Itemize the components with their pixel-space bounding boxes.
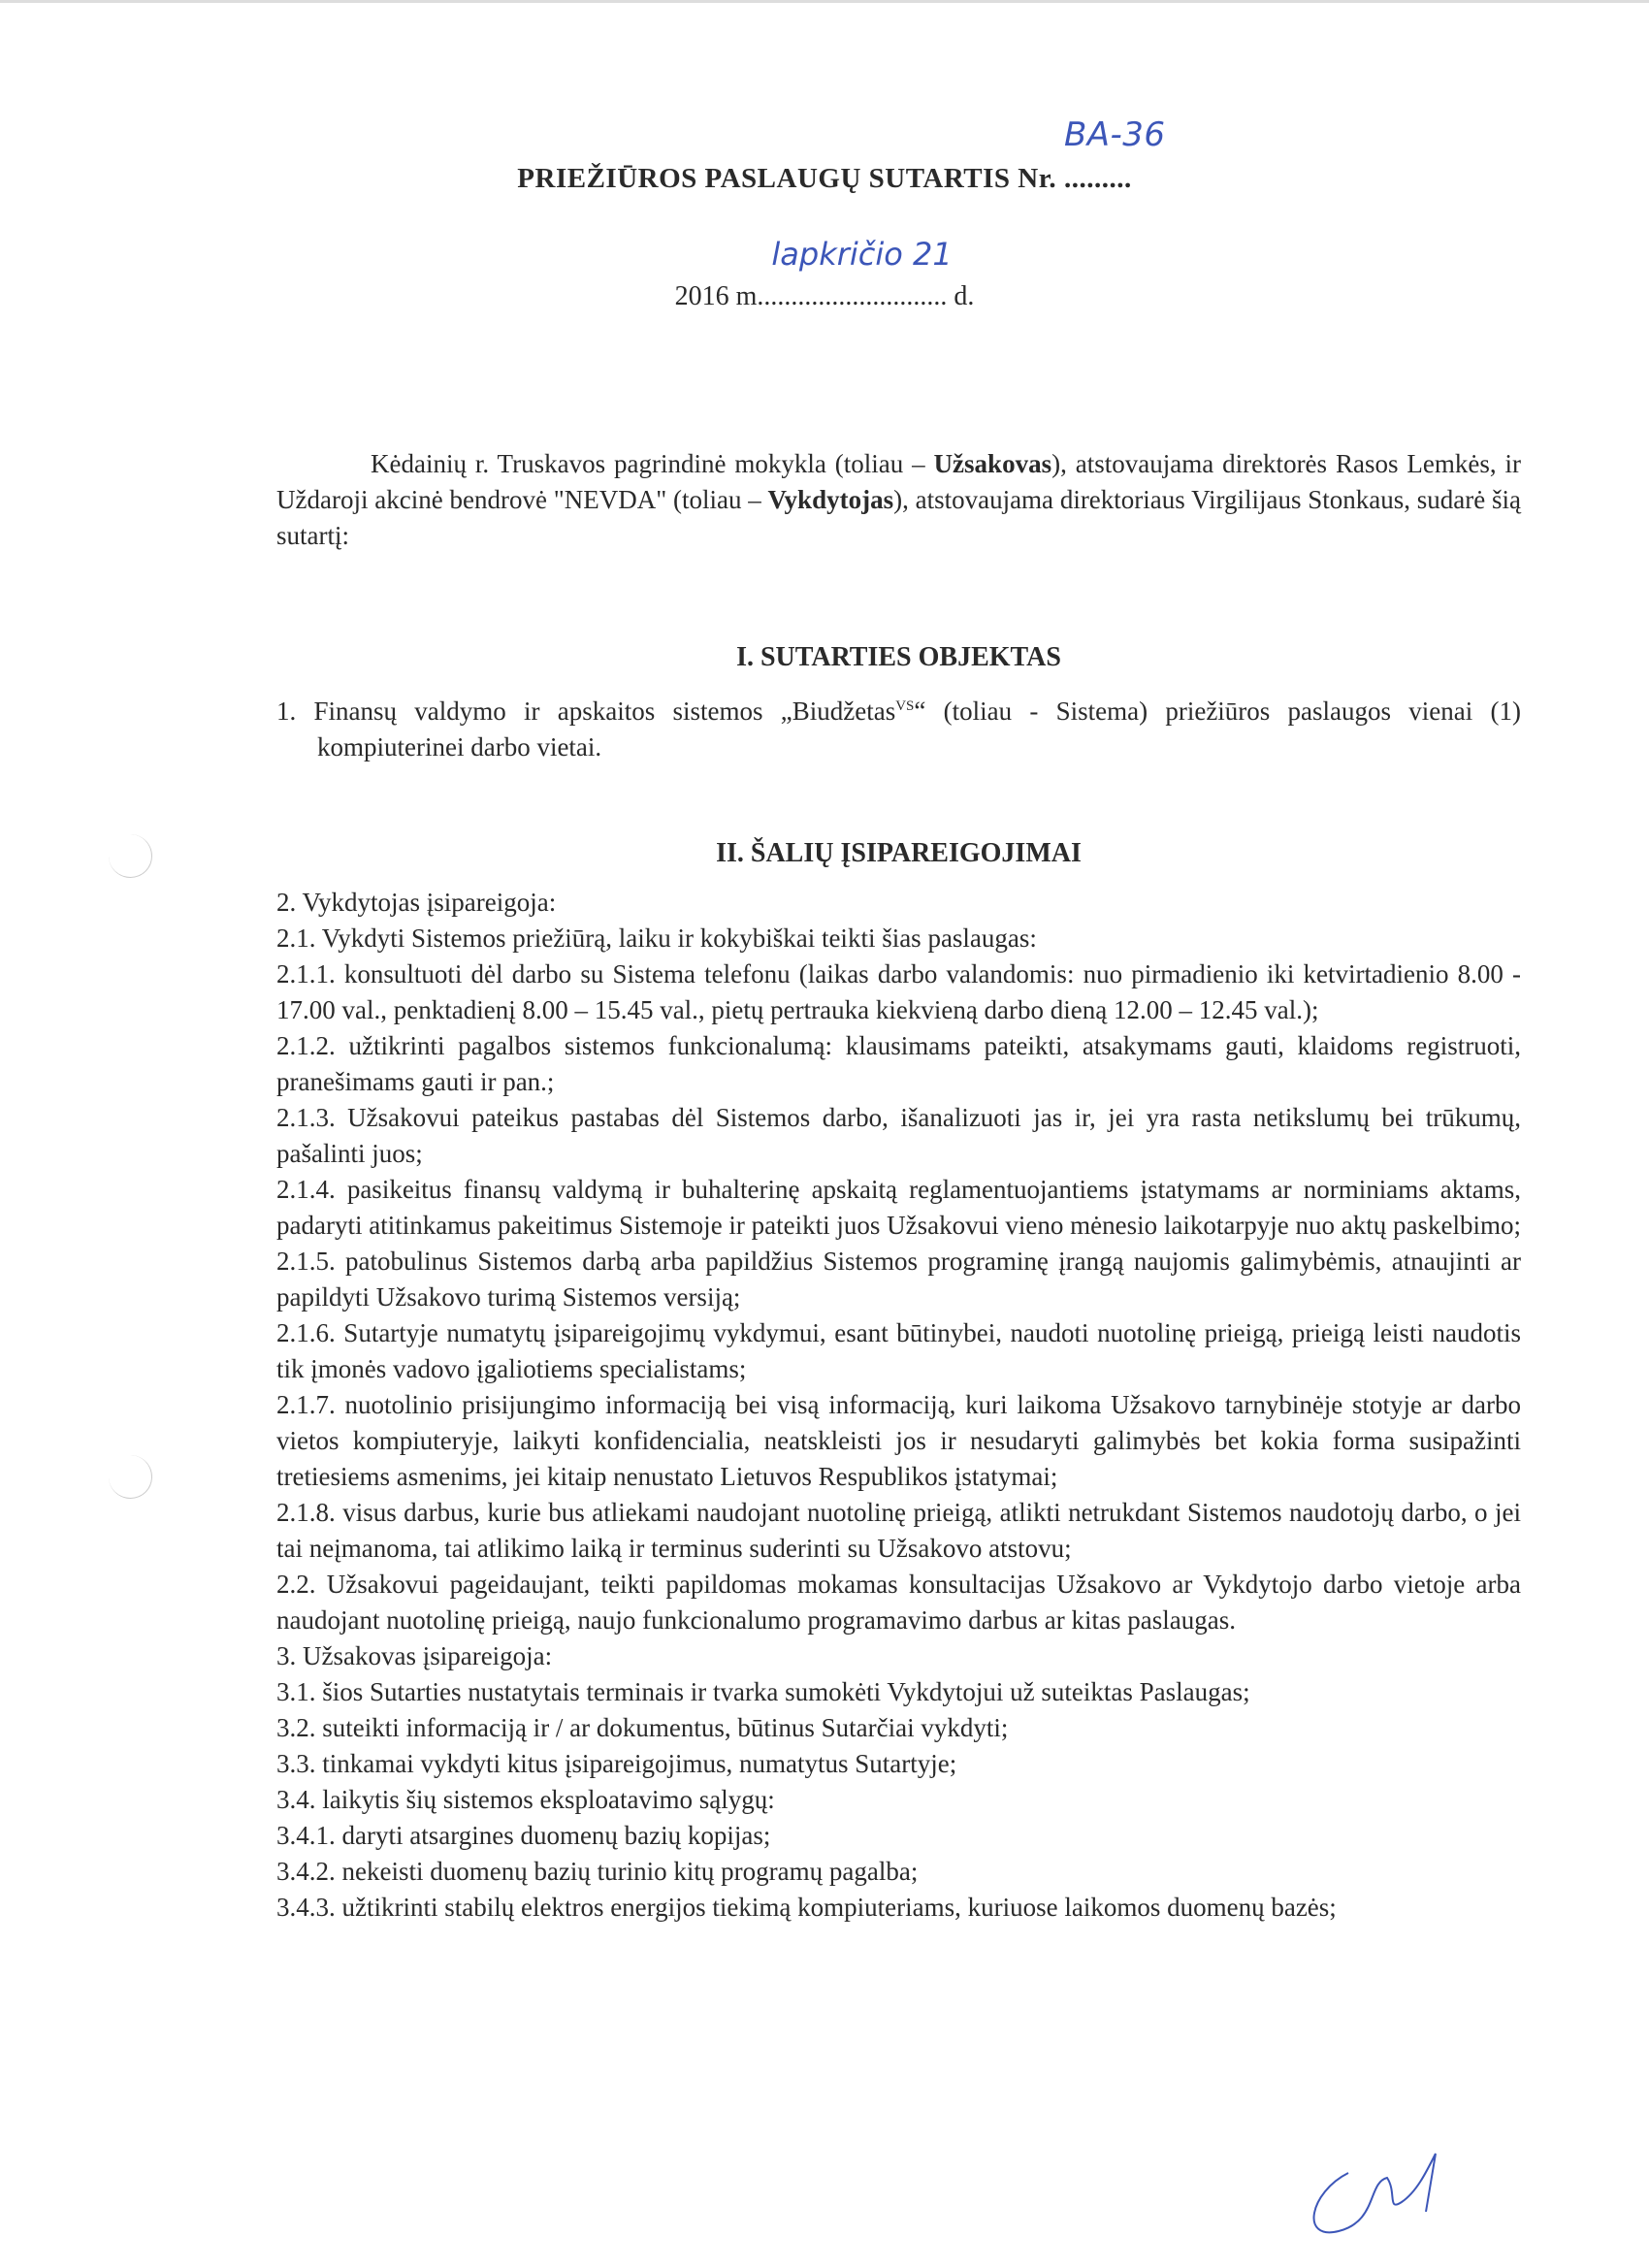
punch-hole-mark — [109, 1455, 152, 1499]
clause-item: 3.4.3. užtikrinti stabilų elektros energijos tiekimą kompiuteriams, kuriuose laikomos duomenų bazės; — [276, 1893, 1337, 1922]
clause-item: 2.1. Vykdyti Sistemos priežiūrą, laiku ir kokybiškai teikti šias paslaugas: — [276, 923, 1037, 953]
section-heading-obligations: II. ŠALIŲ ĮSIPAREIGOJIMAI — [716, 838, 1082, 868]
clause-item: 3.2. suteikti informaciją ir / ar dokumentus, būtinus Sutarčiai vykdyti; — [276, 1713, 1009, 1742]
intro-text: Kėdainių r. Truskavos pagrindinė mokykla (toliau – — [371, 449, 934, 478]
clause-item: 3. Užsakovas įsipareigoja: — [276, 1641, 553, 1670]
punch-hole-mark — [109, 834, 152, 878]
clause-item: 2. Vykdytojas įsipareigoja: — [276, 888, 557, 917]
clause-item: 2.1.6. Sutartyje numatytų įsipareigojimų vykdymui, esant būtinybei, naudoti nuotolinę prieigą, prieigą leisti naudotis tik įmonės vadovo įgaliotiems specialistams; — [276, 1318, 1521, 1383]
title-text: PRIEŽIŪROS PASLAUGŲ SUTARTIS Nr. — [517, 163, 1057, 194]
handwritten-date: lapkričio 21 — [771, 236, 953, 273]
clause-item: 2.2. Užsakovui pageidaujant, teikti papildomas mokamas konsultacijas Užsakovo ar Vykdytojo darbo vietoje arba naudojant nuotolinę prieigą, naujo funkcionalumo programavimo darbus ar kitas paslaugas. — [276, 1570, 1521, 1635]
clause-item: 2.1.2. užtikrinti pagalbos sistemos funkcionalumą: klausimams pateikti, atsakymams gauti, klaidoms registruoti, pranešimams gauti ir pan.; — [276, 1031, 1521, 1096]
clause-text: “ (toliau - Sistema) priežiūros paslaugos vienai (1) kompiuterinei darbo vietai. — [317, 697, 1521, 761]
document-title — [0, 115, 1649, 195]
clause-list — [276, 885, 1521, 1926]
scan-edge — [0, 0, 1649, 3]
clause-1 — [276, 689, 1521, 765]
contract-number — [1063, 115, 1166, 194]
contractor-term: Vykdytojas — [767, 485, 894, 514]
clause-item: 3.4.2. nekeisti duomenų bazių turinio kitų programų pagalba; — [276, 1857, 919, 1886]
date-year: 2016 m. — [674, 281, 764, 311]
clause-item: 3.4.1. daryti atsargines duomenų bazių kopijas; — [276, 1821, 771, 1850]
clause-item: 3.3. tinkamai vykdyti kitus įsipareigojimus, numatytus Sutartyje; — [276, 1749, 957, 1778]
signature — [1290, 2134, 1484, 2251]
date-suffix: d. — [954, 281, 975, 311]
contract-date — [0, 236, 1649, 312]
customer-term: Užsakovas — [933, 449, 1052, 478]
intro-paragraph — [276, 446, 1521, 554]
clause-item: 3.4. laikytis šių sistemos eksploatavimo sąlygų: — [276, 1785, 775, 1814]
intro-text: ), atstovaujama direktorės Rasos Lemkės, ir Uždaroji akcinė bendrovė "NEVDA" (toliau – — [276, 449, 1521, 514]
clause-item: 2.1.3. Užsakovui pateikus pastabas dėl Sistemos darbo, išanalizuoti jas ir, jei yra rasta netikslumų bei trūkumų, pašalinti juos; — [276, 1103, 1521, 1168]
handwritten-number: BA-36 — [1063, 115, 1166, 154]
superscript: VS — [895, 698, 915, 714]
clause-item: 3.1. šios Sutarties nustatytais terminais ir tvarka sumokėti Vykdytojui už suteiktas Paslaugas; — [276, 1677, 1250, 1706]
clause-item: 2.1.5. patobulinus Sistemos darbą arba papildžius Sistemos programinę įrangą naujomis galimybėmis, atnaujinti ar papildyti Užsakovo turimą Sistemos versiją; — [276, 1247, 1521, 1312]
clause-text: 1. Finansų valdymo ir apskaitos sistemos „Biudžetas — [276, 697, 896, 726]
clause-item: 2.1.8. visus darbus, kurie bus atliekami naudojant nuotolinę prieigą, atlikti netrukdant Sistemos naudotojų darbo, o jei tai neįmanoma, tai atlikimo laiką ir terminus suderinti su Užsakovo atstovu; — [276, 1498, 1521, 1563]
intro-text: ), atstovaujama direktoriaus Virgilijaus Stonkaus, sudarė šią sutartį: — [276, 485, 1521, 550]
document-body — [276, 446, 1521, 1926]
clause-item: 2.1.1. konsultuoti dėl darbo su Sistema telefonu (laikas darbo valandomis: nuo pirmadienio iki ketvirtadienio 8.00 - 17.00 val., penktadienį 8.00 – 15.45 val., pietų pertrauka kiekvieną darbo dieną 12.00 – 12.45 val.); — [276, 959, 1521, 1024]
date-dots: ........................... — [763, 281, 948, 311]
clause-item: 2.1.7. nuotolinio prisijungimo informaciją bei visą informaciją, kuri laikoma Užsakovo tarnybinėje stotyje ar darbo vietos kompiuteryje, laikyti konfidencialia, neatskleisti jos ir nesudaryti galimybės bet kokia forma susipažinti tretiesiems asmenims, jei kitaip nenustato Lietuvos Respublikos įstatymai; — [276, 1390, 1521, 1491]
clause-item: 2.1.4. pasikeitus finansų valdymą ir buhalterinę apskaitą reglamentuojantiems įstatymams ar norminiams aktams, padaryti atitinkamus pakeitimus Sistemoje ir pateikti juos Užsakovui vieno mėnesio laikotarpyje nuo aktų paskelbimo; — [276, 1175, 1522, 1240]
number-dots: ......... — [1063, 163, 1132, 194]
section-heading-object: I. SUTARTIES OBJEKTAS — [736, 642, 1061, 672]
